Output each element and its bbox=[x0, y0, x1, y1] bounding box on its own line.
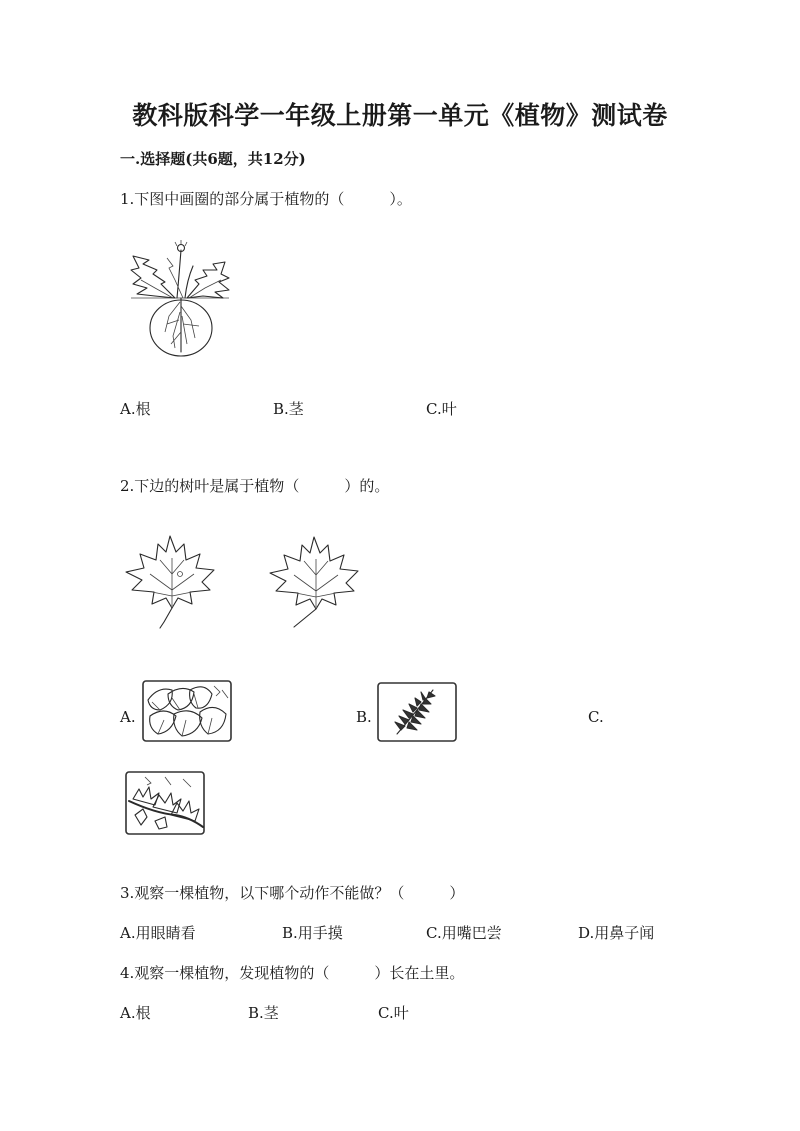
question-2-text: 2.下边的树叶是属于植物（ ）的。 bbox=[120, 477, 390, 495]
question-1-option-b[interactable]: B.茎 bbox=[273, 400, 304, 418]
question-4-option-b[interactable]: B.茎 bbox=[248, 1004, 279, 1022]
maple-leaf-icon bbox=[262, 533, 362, 633]
question-2-option-c[interactable]: C. bbox=[588, 708, 604, 726]
section-heading: 一.选择题(共6题，共12分) bbox=[120, 150, 306, 168]
question-3-option-c[interactable]: C.用嘴巴尝 bbox=[426, 924, 502, 942]
question-3-option-d[interactable]: D.用鼻子闻 bbox=[578, 924, 655, 942]
page-title: 教科版科学一年级上册第一单元《植物》测试卷 bbox=[132, 101, 668, 130]
question-1-option-c[interactable]: C.叶 bbox=[426, 400, 457, 418]
question-4-text: 4.观察一棵植物，发现植物的（ ）长在土里。 bbox=[120, 964, 465, 982]
dandelion-root-circled-icon bbox=[125, 240, 235, 360]
feathery-leaf-picture-icon[interactable] bbox=[377, 682, 457, 742]
maple-branch-picture-icon[interactable] bbox=[125, 771, 205, 835]
maple-leaf-icon bbox=[120, 530, 220, 630]
question-1-option-a[interactable]: A.根 bbox=[120, 400, 151, 418]
question-3-text: 3.观察一棵植物，以下哪个动作不能做？（ ） bbox=[120, 884, 465, 902]
large-leaves-picture-icon[interactable] bbox=[142, 680, 232, 742]
question-3-option-a[interactable]: A.用眼睛看 bbox=[120, 924, 196, 942]
question-1-text: 1.下图中画圈的部分属于植物的（ ）。 bbox=[120, 190, 412, 208]
question-2-option-b[interactable]: B. bbox=[356, 708, 372, 726]
question-4-option-a[interactable]: A.根 bbox=[120, 1004, 151, 1022]
question-4-option-c[interactable]: C.叶 bbox=[378, 1004, 409, 1022]
question-2-option-a[interactable]: A. bbox=[120, 708, 136, 726]
question-3-option-b[interactable]: B.用手摸 bbox=[282, 924, 343, 942]
